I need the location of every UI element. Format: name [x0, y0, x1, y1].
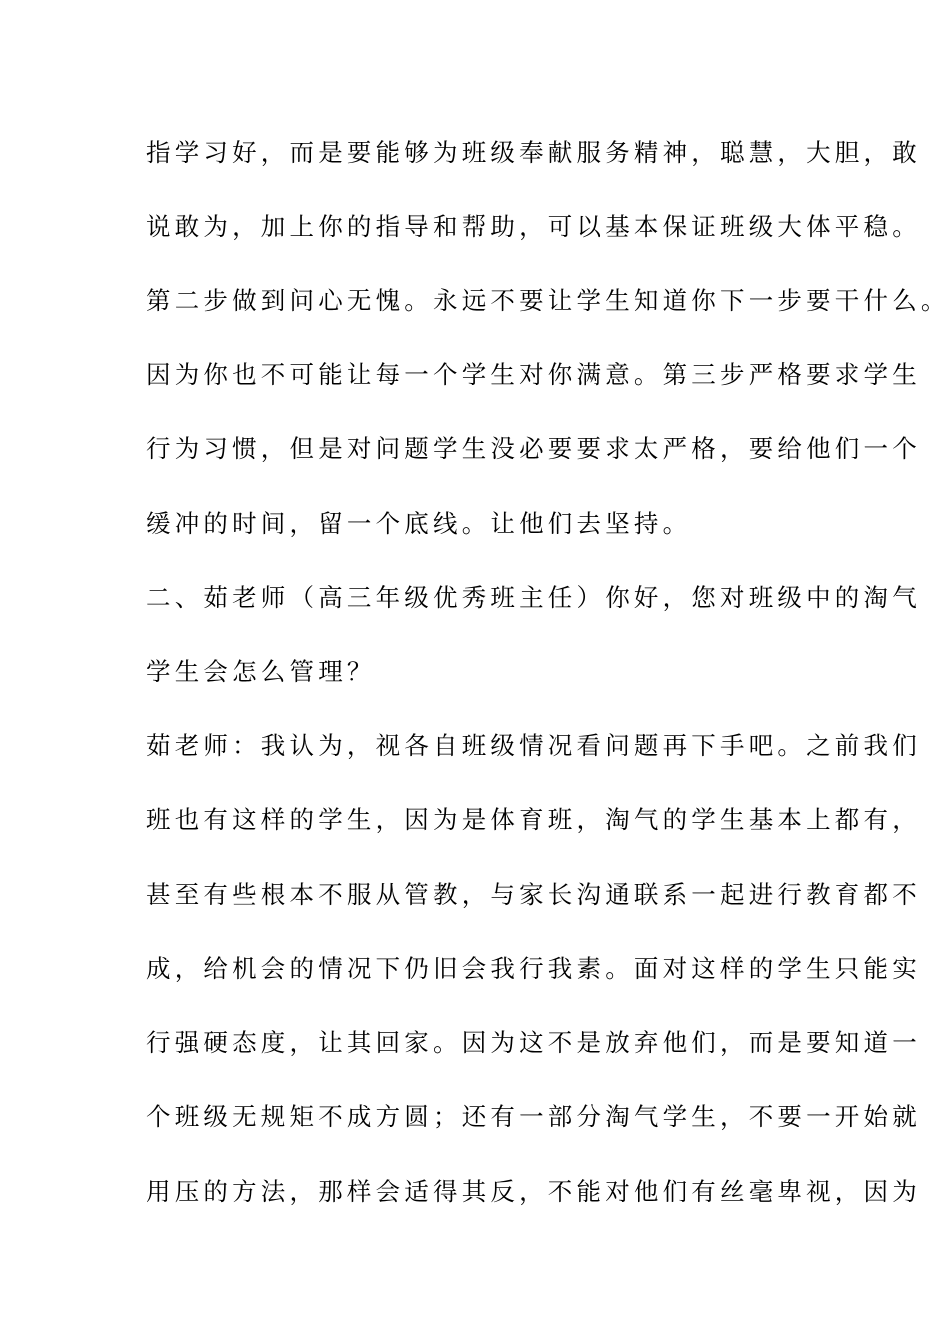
text-line-12: 成，给机会的情况下仍旧会我行我素。面对这样的学生只能实 — [146, 954, 921, 983]
text-line-14: 个班级无规矩不成方圆；还有一部分淘气学生，不要一开始就 — [146, 1102, 921, 1131]
text-line-10: 班也有这样的学生，因为是体育班，淘气的学生基本上都有， — [146, 805, 921, 834]
section-heading-line-1: 二、茹老师（高三年级优秀班主任）你好，您对班级中的淘气 — [146, 583, 921, 612]
text-line-3: 第二步做到问心无愧。永远不要让学生知道你下一步要干什么。 — [146, 286, 950, 315]
text-line-1: 指学习好，而是要能够为班级奉献服务精神，聪慧，大胆，敢 — [146, 138, 921, 167]
text-line-2: 说敢为，加上你的指导和帮助，可以基本保证班级大体平稳。 — [146, 212, 921, 241]
text-line-11: 甚至有些根本不服从管教，与家长沟通联系一起进行教育都不 — [146, 880, 921, 909]
text-line-4: 因为你也不可能让每一个学生对你满意。第三步严格要求学生 — [146, 360, 921, 389]
text-line-15: 用压的方法，那样会适得其反，不能对他们有丝毫卑视，因为 — [146, 1177, 921, 1206]
text-line-13: 行强硬态度，让其回家。因为这不是放弃他们，而是要知道一 — [146, 1028, 921, 1057]
section-heading-line-2: 学生会怎么管理？ — [146, 657, 376, 686]
text-line-5: 行为习惯，但是对问题学生没必要要求太严格，要给他们一个 — [146, 434, 921, 463]
text-line-9: 茹老师：我认为，视各自班级情况看问题再下手吧。之前我们 — [146, 731, 921, 760]
text-line-6: 缓冲的时间，留一个底线。让他们去坚持。 — [146, 509, 692, 538]
